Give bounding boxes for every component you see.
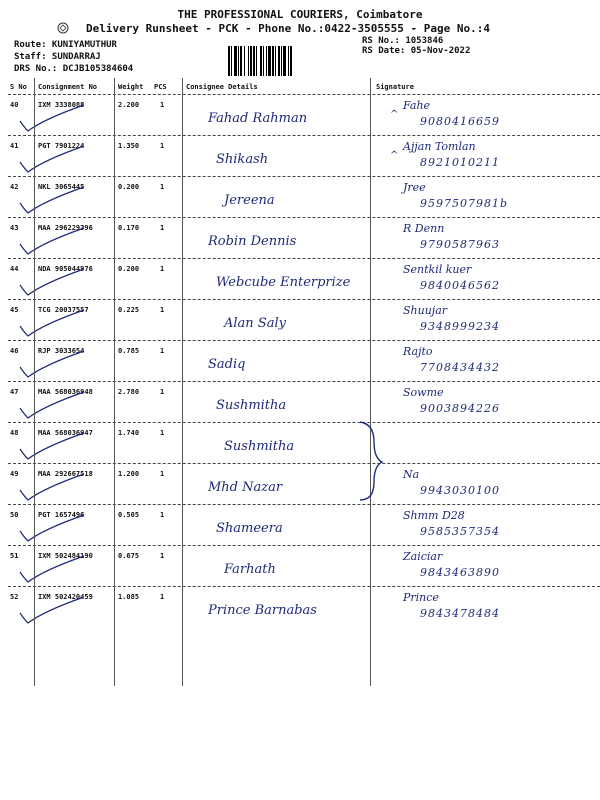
consignee-name: Robin Dennis	[208, 234, 297, 249]
row-sno: 48	[10, 429, 19, 437]
row-pcs: 1	[160, 429, 165, 437]
table-row	[8, 176, 600, 218]
row-pcs: 1	[160, 101, 165, 109]
col-sno: S No	[10, 83, 27, 91]
check-mark-icon	[14, 552, 94, 586]
caret-mark: ^	[390, 150, 399, 161]
row-pcs: 1	[160, 347, 165, 355]
signature-scribble: Sowme	[403, 386, 444, 399]
col-weight: Weight	[118, 83, 144, 91]
row-consignment-no: PGT 1657496	[38, 511, 85, 519]
receiver-phone: 9585357354	[420, 525, 500, 538]
row-weight: 0.675	[118, 552, 140, 560]
col-pcs: PCS	[154, 83, 167, 91]
runsheet-subtitle: Delivery Runsheet - PCK - Phone No.:0422-3505555 - Page No.:4	[86, 22, 490, 35]
signature-scribble: Jree	[403, 181, 426, 194]
receiver-phone: 9843478484	[420, 607, 500, 620]
check-mark-icon	[14, 470, 94, 504]
column-divider	[370, 78, 371, 686]
row-consignment-no: IXM 502420459	[38, 593, 93, 601]
signature-scribble: Shuujar	[403, 304, 448, 317]
row-sno: 52	[10, 593, 19, 601]
consignee-name: Shikash	[216, 152, 269, 167]
row-weight: 0.225	[118, 306, 140, 314]
check-mark-icon	[14, 593, 94, 627]
row-weight: 2.780	[118, 388, 140, 396]
row-sno: 41	[10, 142, 19, 150]
col-consignee: Consignee Details	[186, 83, 258, 91]
receiver-phone: 8921010211	[420, 156, 500, 169]
table-row	[8, 586, 600, 628]
row-consignment-no: MAA 568036947	[38, 429, 93, 437]
row-consignment-no: PGT 7901224	[38, 142, 85, 150]
check-mark-icon	[14, 511, 94, 545]
signature-scribble: Shmm D28	[403, 509, 465, 522]
row-sno: 45	[10, 306, 19, 314]
row-consignment-no: MAA 568036948	[38, 388, 93, 396]
row-consignment-no: IXM 502484190	[38, 552, 93, 560]
document-title: THE PROFESSIONAL COURIERS, Coimbatore	[177, 8, 423, 21]
row-consignment-no: NKL 3065445	[38, 183, 85, 191]
consignee-name: Shameera	[216, 521, 283, 536]
row-weight: 0.200	[118, 265, 140, 273]
table-row	[8, 545, 600, 587]
row-pcs: 1	[160, 552, 165, 560]
consignee-name: Farhath	[224, 562, 276, 577]
receiver-phone: 9840046562	[420, 279, 500, 292]
caret-mark: ^	[390, 109, 399, 120]
check-mark-icon	[14, 388, 94, 422]
check-mark-icon	[14, 224, 94, 258]
row-sno: 40	[10, 101, 19, 109]
drs-number: DRS No.: DCJB105384604	[14, 64, 134, 74]
courier-logo-icon	[56, 22, 70, 34]
row-pcs: 1	[160, 593, 165, 601]
table-header	[8, 78, 600, 94]
consignee-name: Jereena	[224, 193, 275, 208]
row-pcs: 1	[160, 142, 165, 150]
row-consignment-no: RJP 3033654	[38, 347, 85, 355]
signature-scribble: Rajto	[403, 345, 433, 358]
row-consignment-no: MAA 292667518	[38, 470, 93, 478]
row-weight: 1.200	[118, 470, 140, 478]
row-weight: 1.740	[118, 429, 140, 437]
row-weight: 1.350	[118, 142, 140, 150]
row-pcs: 1	[160, 470, 165, 478]
signature-scribble: Prince	[403, 591, 439, 604]
table-row	[8, 381, 600, 423]
column-divider	[114, 78, 115, 686]
column-divider	[182, 78, 183, 686]
check-mark-icon	[14, 347, 94, 381]
receiver-phone: 9597507981b	[420, 197, 509, 210]
row-pcs: 1	[160, 511, 165, 519]
signature-scribble: Na	[403, 468, 420, 481]
table-row	[8, 463, 600, 505]
consignee-name: Sadiq	[208, 357, 246, 372]
row-consignment-no: TCG 20037557	[38, 306, 89, 314]
row-pcs: 1	[160, 265, 165, 273]
table-row	[8, 504, 600, 546]
consignee-name: Sushmitha	[216, 398, 287, 413]
consignee-name: Sushmitha	[224, 439, 295, 454]
table-row	[8, 135, 600, 177]
table-row	[8, 340, 600, 382]
row-weight: 0.505	[118, 511, 140, 519]
row-weight: 1.085	[118, 593, 140, 601]
row-sno: 51	[10, 552, 19, 560]
receiver-phone: 9348999234	[420, 320, 500, 333]
receiver-phone: 9943030100	[420, 484, 500, 497]
row-weight: 0.200	[118, 183, 140, 191]
route-label: Route: KUNIYAMUTHUR	[14, 40, 117, 50]
table-row	[8, 217, 600, 259]
check-mark-icon	[14, 183, 94, 217]
receiver-phone: 9080416659	[420, 115, 500, 128]
receiver-phone: 9003894226	[420, 402, 500, 415]
receiver-phone: 9790587963	[420, 238, 500, 251]
row-sno: 43	[10, 224, 19, 232]
col-consignment: Consignment No	[38, 83, 98, 91]
col-signature: Signature	[376, 83, 414, 91]
receiver-phone: 7708434432	[420, 361, 500, 374]
signature-scribble: Ajjan Tomlan	[403, 140, 476, 153]
row-pcs: 1	[160, 224, 165, 232]
column-divider	[34, 78, 35, 686]
consignee-name: Prince Barnabas	[208, 603, 317, 618]
check-mark-icon	[14, 265, 94, 299]
check-mark-icon	[14, 142, 94, 176]
staff-label: Staff: SUNDARRAJ	[14, 52, 101, 62]
row-pcs: 1	[160, 306, 165, 314]
row-weight: 2.200	[118, 101, 140, 109]
row-weight: 0.170	[118, 224, 140, 232]
row-consignment-no: MAA 296229396	[38, 224, 93, 232]
row-sno: 44	[10, 265, 19, 273]
row-weight: 0.785	[118, 347, 140, 355]
check-mark-icon	[14, 101, 94, 135]
row-sno: 42	[10, 183, 19, 191]
row-consignment-no: IXM 3338088	[38, 101, 85, 109]
consignee-name: Fahad Rahman	[208, 111, 308, 126]
table-row	[8, 299, 600, 341]
row-sno: 49	[10, 470, 19, 478]
row-consignment-no: NDA 905044976	[38, 265, 93, 273]
rs-number: RS No.: 1053846	[362, 36, 444, 46]
receiver-phone: 9843463890	[420, 566, 500, 579]
row-pcs: 1	[160, 183, 165, 191]
table-row	[8, 422, 600, 464]
table-row	[8, 94, 600, 136]
row-sno: 50	[10, 511, 19, 519]
consignee-name: Alan Saly	[224, 316, 286, 331]
rs-date: RS Date: 05-Nov-2022	[362, 46, 471, 56]
table-row	[8, 258, 600, 300]
consignee-name: Mhd Nazar	[208, 480, 283, 495]
signature-scribble: R Denn	[403, 222, 445, 235]
brace-mark	[356, 418, 386, 504]
barcode	[228, 46, 356, 76]
check-mark-icon	[14, 429, 94, 463]
consignee-name: Webcube Enterprize	[216, 275, 351, 290]
signature-scribble: Sentkil kuer	[403, 263, 472, 276]
row-sno: 47	[10, 388, 19, 396]
row-sno: 46	[10, 347, 19, 355]
signature-scribble: Fahe	[403, 99, 431, 112]
signature-scribble: Zaiciar	[403, 550, 443, 563]
check-mark-icon	[14, 306, 94, 340]
row-pcs: 1	[160, 388, 165, 396]
